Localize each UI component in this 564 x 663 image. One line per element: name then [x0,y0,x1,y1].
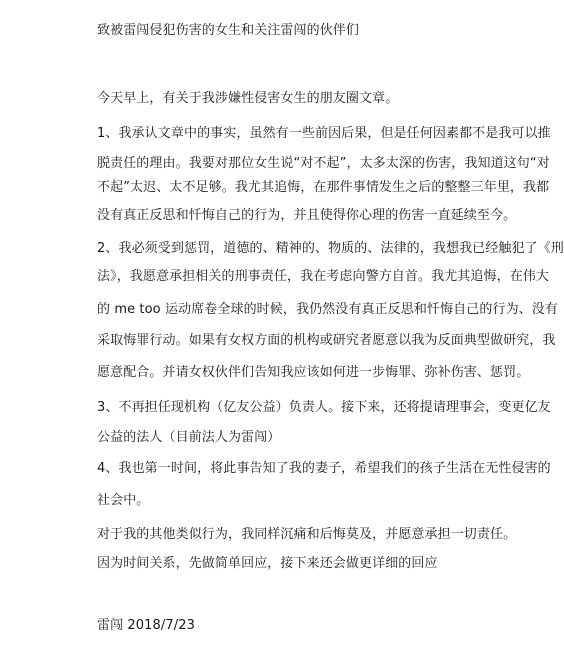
paragraph-1-line-3: 不起”太迟、太不足够。我尤其追悔，在那件事情发生之后的整整三年里，我都 [97,180,550,195]
document-title: 致被雷闯侵犯伤害的女生和关注雷闯的伙伴们 [97,23,360,38]
closing-line-1: 对于我的其他类似行为，我同样沉痛和后悔莫及，并愿意承担一切责任。 [97,527,517,542]
paragraph-4-line-2: 社会中。 [97,493,150,508]
paragraph-2-line-4: 采取悔罪行动。如果有女权方面的机构或研究者愿意以我为反面典型做研究，我 [97,333,556,348]
paragraph-2-line-3: 的 me too 运动席卷全球的时候，我仍然没有真正反思和忏悔自己的行为、没有 [97,302,558,317]
paragraph-1-line-4: 没有真正反思和忏悔自己的行为，并且使得你心理的伤害一直延续至今。 [97,208,517,223]
paragraph-1-line-1: 1、我承认文章中的事实，虽然有一些前因后果，但是任何因素都不是我可以推 [97,126,551,141]
paragraph-4-line-1: 4、我也第一时间，将此事告知了我的妻子，希望我们的孩子生活在无性侵害的 [97,461,551,476]
signature-line: 雷闯 2018/7/23 [97,618,195,633]
intro-line: 今天早上，有关于我涉嫌性侵害女生的朋友圈文章。 [97,91,399,106]
paragraph-2-line-5: 愿意配合。并请女权伙伴们告知我应该如何进一步悔罪、弥补伤害、惩罚。 [97,365,530,380]
paragraph-3-line-1: 3、不再担任现机构（亿友公益）负责人。接下来，还将提请理事会，变更亿友 [97,400,551,415]
paragraph-2-line-1: 2、我必须受到惩罚，道德的、精神的、物质的、法律的，我想我已经触犯了《刑 [97,241,564,256]
paragraph-1-line-2: 脱责任的理由。我要对那位女生说“对不起”，太多太深的伤害，我知道这句“对 [97,156,550,171]
closing-line-2: 因为时间关系，先做简单回应，接下来还会做更详细的回应 [97,556,438,571]
paragraph-2-line-2: 法》，我愿意承担相关的刑事责任，我在考虑向警方自首。我尤其追悔，在伟大 [97,269,550,284]
paragraph-3-line-2: 公益的法人（目前法人为雷闯） [97,430,281,445]
